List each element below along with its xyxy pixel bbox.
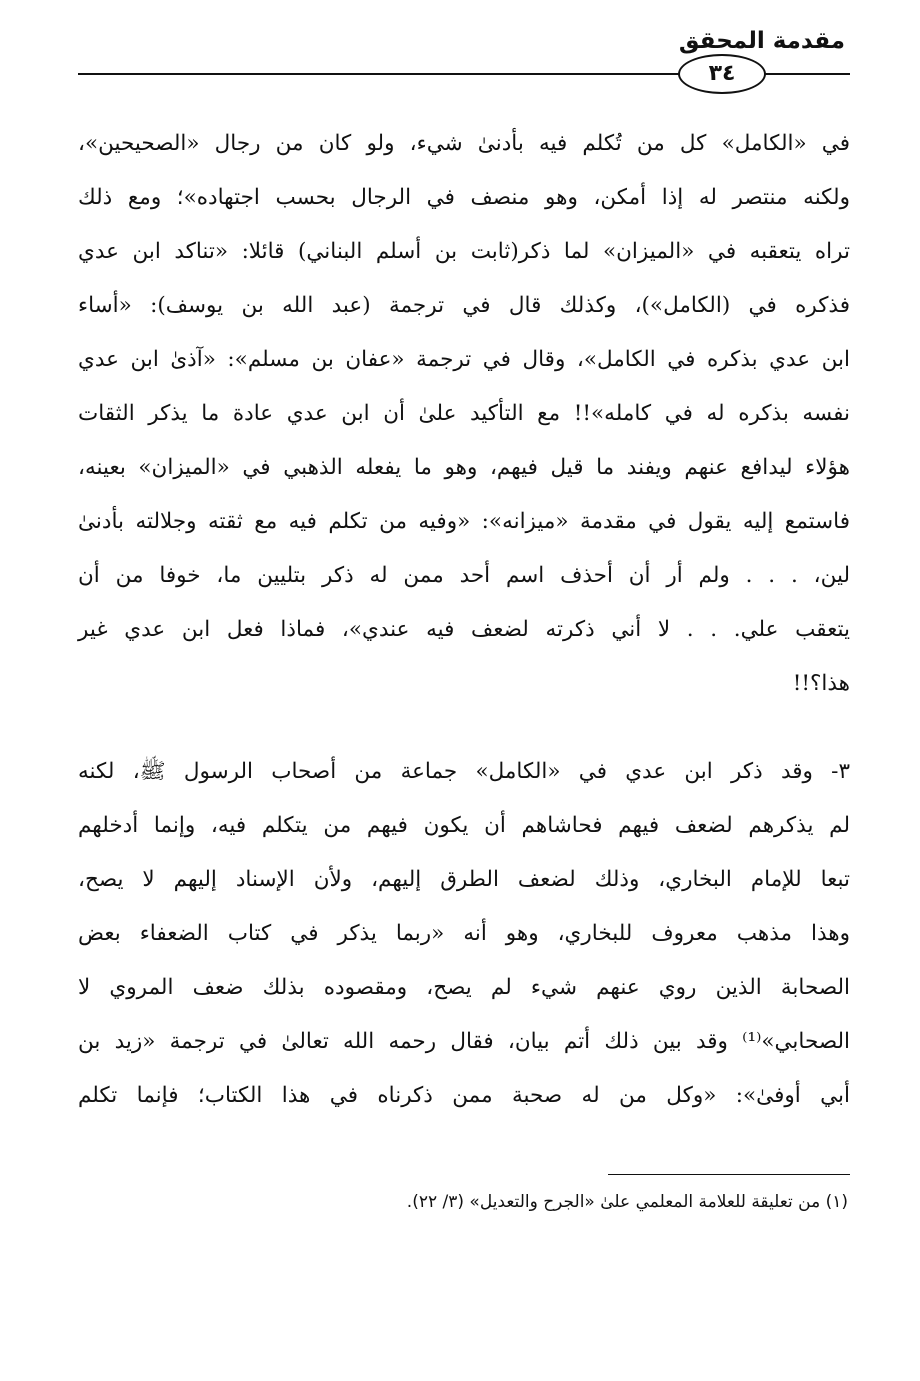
text-line: الصحابي»⁽¹⁾ وقد بين ذلك أتم بيان، فقال رحمه الله تعالىٰ في ترجمة «زيد بن — [78, 1029, 850, 1054]
paragraph-1 — [78, 117, 850, 711]
text-line: نفسه بذكره له في كامله»!! مع التأكيد علىٰ أن ابن عدي عادة ما يذكر الثقات — [78, 401, 850, 426]
text-line: لين، . . . ولم أر أن أحذف اسم أحد ممن له ذكر بتليين ما، خوفا من أن — [78, 563, 850, 588]
running-title: مقدمة المحقق — [678, 28, 845, 54]
text-line: يتعقب علي. . . لا أني ذكرته لضعف فيه عندي»، فماذا فعل ابن عدي غير — [78, 617, 850, 642]
text-line: ابن عدي بذكره في الكامل»، وقال في ترجمة «عفان بن مسلم»: «آذىٰ ابن عدي — [78, 347, 850, 372]
text-line: هذا؟!! — [792, 671, 850, 696]
text-line: ولكنه منتصر له إذا أمكن، وهو منصف في الرجال بحسب اجتهاده»؛ ومع ذلك — [78, 185, 850, 210]
text-line: الصحابة الذين روي عنهم شيء لم يصح، ومقصوده بذلك ضعف المروي لا — [78, 975, 850, 1000]
text-line: في «الكامل» كل من تُكلم فيه بأدنىٰ شيء، ولو كان من رجال «الصحيحين»، — [78, 131, 850, 156]
text-line: تبعا للإمام البخاري، وذلك لضعف الطرق إليهم، ولأن الإسناد إليهم لا يصح، — [78, 867, 850, 892]
text-line: لم يذكرهم لضعف فيهم فحاشاهم أن يكون فيهم من يتكلم فيه، وإنما أدخلهم — [78, 813, 850, 838]
text-line: تراه يتعقبه في «الميزان» لما ذكر(ثابت بن أسلم البناني) قائلا: «تناكد ابن عدي — [78, 239, 850, 264]
footnote: (١) من تعليقة للعلامة المعلمي علىٰ «الجرح والتعديل» (٣/ ٢٢). — [406, 1192, 848, 1212]
text-line: وهذا مذهب معروف للبخاري، وهو أنه «ربما يذكر في كتاب الضعفاء بعض — [78, 921, 850, 946]
footnote-rule — [608, 1174, 850, 1175]
text-line: فذكره في (الكامل»)، وكذلك قال في ترجمة (عبد الله بن يوسف): «أساء — [78, 293, 850, 318]
text-line: أبي أوفىٰ»: «وكل من له صحبة ممن ذكرناه في هذا الكتاب؛ فإنما تكلم — [78, 1083, 850, 1108]
text-line: فاستمع إليه يقول في مقدمة «ميزانه»: «وفيه من تكلم فيه مع ثقته وجلالته بأدنىٰ — [78, 509, 850, 534]
paragraph-2 — [78, 745, 850, 1123]
text-line: هؤلاء ليدافع عنهم ويفند ما قيل فيهم، وهو ما يفعله الذهبي في «الميزان» بعينه، — [78, 455, 850, 480]
page-number-badge: ٣٤ — [678, 54, 766, 94]
text-line: ٣- وقد ذكر ابن عدي في «الكامل» جماعة من أصحاب الرسول ﷺ، لكنه — [78, 759, 850, 784]
